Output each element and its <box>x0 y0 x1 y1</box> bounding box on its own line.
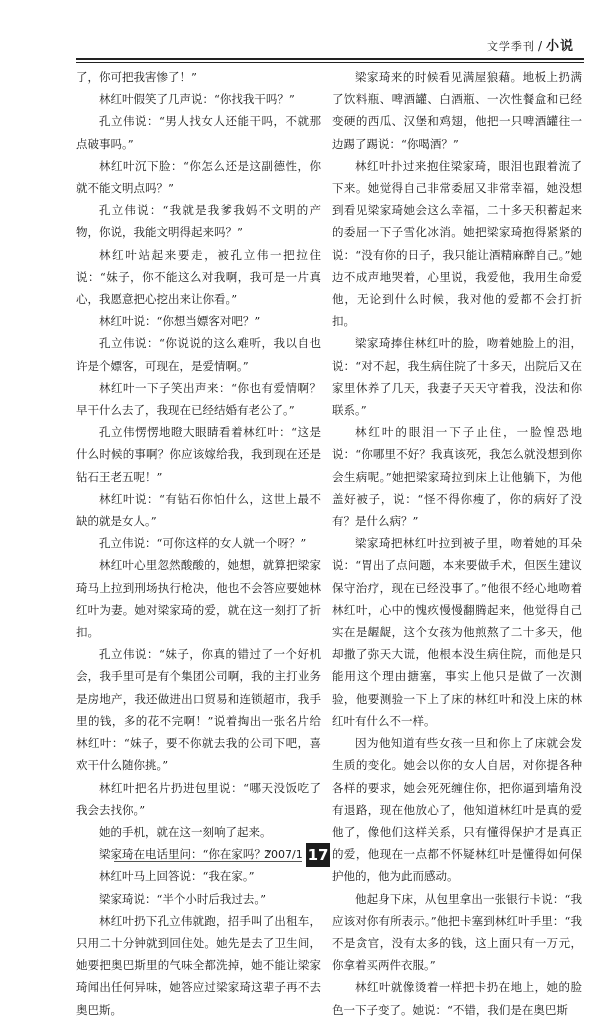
paragraph: 林红叶把名片扔进包里说：“哪天没饭吃了我会去找你。” <box>76 780 321 817</box>
paragraph: 林红叶心里忽然酸酸的，她想，就算把梁家琦马上拉到刑场执行枪决，他也不会答应要她林红叶为妻。她对梁家琦的爱，就在这一刻打了折扣。 <box>76 558 321 640</box>
paragraph: 林红叶扔下孔立伟就跑，招手叫了出租车，只用二十分钟就到回住处。她先是去了卫生间，她要把奥巴斯里的气味全都洗掉，她不能让梁家琦闻出任何异味，她答应过梁家琦这辈子再不去奥巴斯。 <box>76 913 321 1017</box>
paragraph: 梁家琦说：“半个小时后我过去。” <box>99 891 267 906</box>
paragraph: 孔立伟说：“可你这样的女人就一个呀？” <box>99 536 307 551</box>
paragraph: 林红叶站起来要走，被孔立伟一把拉住说：“妹子，你不能这么对我啊，我可是一片真心，我愿意把心挖出来让你看。” <box>76 247 321 307</box>
paragraph: 梁家琦把林红叶拉到被子里，吻着她的耳朵说：“胃出了点问题，本来要做手术，但医生建议保守治疗，现在已经没事了。”他很不经心地吻着林红叶，心中的愧疚慢慢翻腾起来，他觉得自己实在是龌龊，这个女孩为他煎熬了二十多天，他却撒了弥天大谎，他根本没生病住院，而他是只能用这个理由搪塞，事实上他只是做了一次测验，他要测验一下上了床的林红叶和没上床的林红叶有什么不一样。 <box>332 536 582 728</box>
paragraph: 梁家琦在电话里问：“你在家吗？” <box>99 847 272 862</box>
paragraph: 孔立伟说：“妹子，你真的错过了一个好机会，我手里可是有个集团公司啊，我的主打业务是房地产，我还做进出口贸易和连锁超市，我手里的钱，多的花不完啊！”说着掏出一张名片给林红叶：“妹子，要不你就去我的公司下吧，喜欢干什么随你挑。” <box>76 647 321 773</box>
magazine-name: 文学季刊 <box>486 40 535 53</box>
paragraph: 孔立伟说：“男人找女人还能干吗，不就那点破事吗。” <box>76 114 321 151</box>
paragraph: 林红叶沉下脸：“你怎么还是这副德性，你就不能文明点吗？” <box>76 158 321 196</box>
paragraph: 林红叶说：“有钻石你怕什么，这世上最不缺的就是女人。” <box>76 491 321 529</box>
page-header <box>0 0 614 62</box>
header-rule-thin <box>76 62 584 63</box>
paragraph: 林红叶马上回答说：“我在家。” <box>99 869 255 884</box>
paragraph: 他起身下床，从包里拿出一张银行卡说：“我应该对你有所表示。”他把卡塞到林红叶手里：“我不是贪官，没有太多的钱，这上面只有一万元，你拿着买两件衣服。” <box>332 891 582 973</box>
paragraph: 了，你可把我害惨了！” <box>76 70 197 84</box>
page-number: 17 <box>306 843 330 867</box>
footer-rule <box>114 861 302 862</box>
paragraph: 林红叶一下子笑出声来：“你也有爱情啊？早干什么去了，我现在已经结婚有老公了。” <box>76 380 321 418</box>
section-name: 小说 <box>545 39 574 54</box>
header-rule <box>76 58 584 60</box>
issue-date: 2007/1 <box>264 848 303 861</box>
paragraph: 孔立伟愣愣地瞪大眼睛看着林红叶：“这是什么时候的事啊？你应该嫁给我，我到现在还是钻石王老五呢！” <box>76 425 321 484</box>
paragraph: 她的手机，就在这一刻响了起来。 <box>99 824 272 839</box>
header-separator: / <box>537 39 543 53</box>
paragraph: 林红叶假笑了几声说：“你找我干吗？” <box>99 92 295 107</box>
paragraph: 林红叶就像烫着一样把卡扔在地上，她的脸色一下子变了。她说：“不错，我们是在奥巴斯 <box>332 980 582 1017</box>
running-head <box>487 35 574 54</box>
paragraph: 因为他知道有些女孩一旦和你上了床就会发生质的变化。她会以你的女人自居，对你提各种各样的要求，她会死死缠住你，把你逼到墙角没有退路，现在他放心了，他知道林红叶是真的爱他了，像他们这样关系，只有懂得保护才是真正的爱，他现在一点都不怀疑林红叶是懂得如何保护他的，他为此而感动。 <box>332 736 582 884</box>
paragraph: 孔立伟说：“你说说的这么难听，我以自也许是个嫖客，可现在，是爱情啊。” <box>76 336 321 373</box>
paragraph: 梁家琦来的时候看见满屋狼藉。地板上扔满了饮料瓶、啤酒罐、白酒瓶、一次性餐盒和已经变硬的西瓜、汉堡和鸡翅，他把一只啤酒罐往一边踢了踢说：“你喝酒？” <box>332 70 582 151</box>
paragraph: 梁家琦捧住林红叶的脸，吻着她脸上的泪，说：“对不起，我生病住院了十多天，出院后又在家里休养了几天，我妻子天天守着我，没法和你联系。” <box>332 336 582 418</box>
paragraph: 林红叶扑过来抱住梁家琦，眼泪也跟着流了下来。她觉得自己非常委屈又非常幸福，她没想到看见梁家琦她会这么幸福，二十多天积蓄起来的委屈一下子雪化冰消。她把梁家琦抱得紧紧的说：“没有你的日子，我只能让酒精麻醉自己。”她边不成声地哭着，心里说，我爱他，我用生命爱他，无论到什么时候，我对他的爱都不会打折扣。 <box>332 158 582 329</box>
paragraph: 林红叶说：“你想当嫖客对吧？” <box>99 314 261 329</box>
paragraph: 孔立伟说：“我就是我爹我妈不文明的产物，你说，我能文明得起来吗？” <box>76 203 321 240</box>
paragraph: 林红叶的眼泪一下子止住，一脸惶恐地说：“你哪里不好？我真该死，我怎么就没想到你会生病呢。”她把梁家琦拉到床上让他躺下，为他盖好被子，说：“怪不得你瘦了，你的病好了没有？是什么病？” <box>332 425 582 529</box>
